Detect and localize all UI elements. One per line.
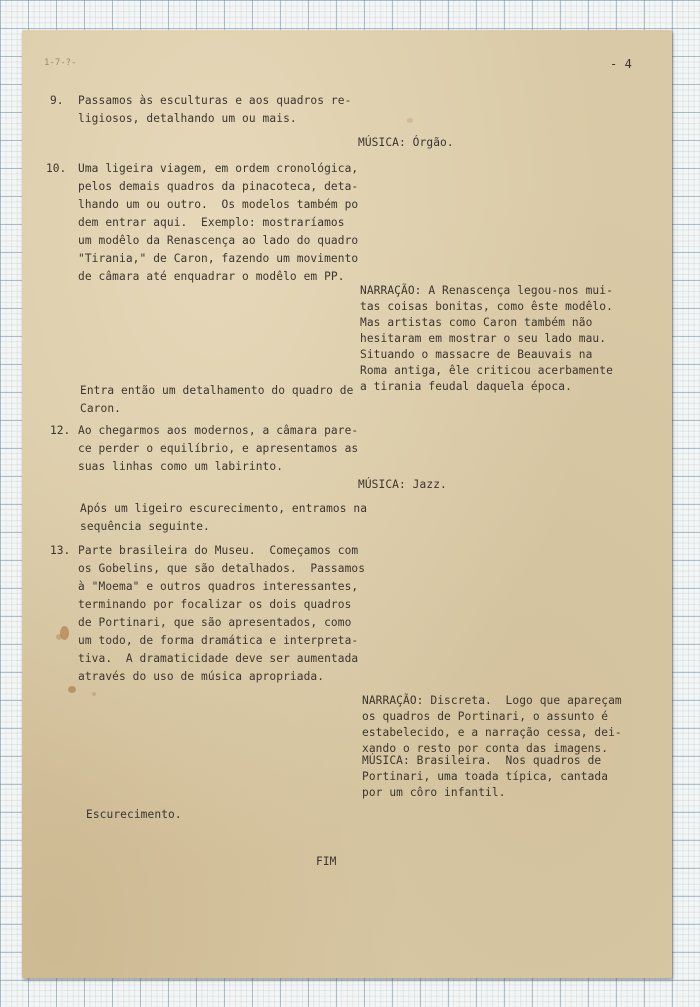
item-10-line-6: "Tirania," de Caron, fazendo um movimento xyxy=(78,252,359,265)
cue-narracao-discreta-1: NARRAÇÃO: Discreta. Logo que apareçam xyxy=(362,694,622,707)
cue-narracao-renascenca-1: NARRAÇÃO: A Renascença legou-nos mui- xyxy=(360,284,613,297)
cue-musica-orgao: MÚSICA: Órgão. xyxy=(358,136,454,149)
item-13-line-7: tiva. A dramaticidade deve ser aumentada xyxy=(78,652,359,665)
note-escurecimento-seq-2: sequência seguinte. xyxy=(80,520,210,533)
cue-musica-brasileira-3: por um côro infantil. xyxy=(362,786,506,799)
item-10-line-4: dem entrar aqui. Exemplo: mostraríamos xyxy=(78,216,345,229)
page-number: - 4 xyxy=(610,57,632,71)
item-10-line-1: Uma ligeira viagem, em ordem cronológica, xyxy=(78,162,359,175)
cue-musica-brasileira-2: Portinari, uma toada típica, cantada xyxy=(362,770,609,783)
cue-musica-jazz: MÚSICA: Jazz. xyxy=(358,478,447,491)
note-escurecimento: Escurecimento. xyxy=(86,808,182,821)
note-caron-detail-2: Caron. xyxy=(80,402,122,415)
cue-narracao-renascenca-7: a tirania feudal daquela época. xyxy=(360,380,572,393)
cue-narracao-renascenca-2: tas coisas bonitas, como êste modêlo. xyxy=(360,300,613,313)
cue-narracao-discreta-4: xando o resto por conta das imagens. xyxy=(362,742,609,755)
item-9-line-1: Passamos às esculturas e aos quadros re- xyxy=(78,94,352,107)
item-13-line-1: Parte brasileira do Museu. Começamos com xyxy=(78,544,359,557)
note-fim: FIM xyxy=(316,855,337,868)
item-number-9: 9. xyxy=(50,94,64,107)
item-10-line-3: lhando um ou outro. Os modelos também po xyxy=(78,198,359,211)
item-12-line-3: suas linhas como um labirinto. xyxy=(78,460,284,473)
stain-mark xyxy=(68,686,76,693)
item-13-line-2: os Gobelins, que são detalhados. Passamos xyxy=(78,562,366,575)
item-13-line-3: à "Moema" e outros quadros interessantes, xyxy=(78,580,359,593)
cue-narracao-discreta-2: os quadros de Portinari, o assunto é xyxy=(362,710,609,723)
item-12-line-1: Ao chegarmos aos modernos, a câmara pare- xyxy=(78,424,359,437)
item-13-line-5: de Portinari, que são apresentados, como xyxy=(78,616,352,629)
item-13-line-4: terminando por focalizar os dois quadros xyxy=(78,598,352,611)
item-9-line-2: ligiosos, detalhando um ou mais. xyxy=(78,112,297,125)
item-13-line-8: através do uso de música apropriada. xyxy=(78,670,325,683)
note-escurecimento-seq-1: Após um ligeiro escurecimento, entramos na xyxy=(80,502,368,515)
item-10-line-2: pelos demais quadros da pinacoteca, deta- xyxy=(78,180,359,193)
item-10-line-7: de câmara até enquadrar o modêlo em PP. xyxy=(78,270,345,283)
item-13-line-6: um todo, de forma dramática e interpreta- xyxy=(78,634,359,647)
cue-narracao-renascenca-4: hesitaram em mostrar o seu lado mau. xyxy=(360,332,607,345)
item-12-line-2: ce perder o equilíbrio, e apresentamos as xyxy=(78,442,359,455)
cue-narracao-renascenca-5: Situando o massacre de Beauvais na xyxy=(360,348,593,361)
stain-mark xyxy=(56,634,62,640)
note-caron-detail-1: Entra então um detalhamento do quadro de xyxy=(80,384,354,397)
item-number-13: 13. xyxy=(50,544,71,557)
item-number-10: 10. xyxy=(46,162,67,175)
item-10-line-5: um modêlo da Renascença ao lado do quadro xyxy=(78,234,359,247)
item-number-12: 12. xyxy=(50,424,71,437)
cue-narracao-renascenca-6: Roma antiga, êle criticou acerbamente xyxy=(360,364,613,377)
cue-narracao-renascenca-3: Mas artistas como Caron também não xyxy=(360,316,593,329)
cue-narracao-discreta-3: estabelecido, e a narração cessa, dei- xyxy=(362,726,622,739)
corner-scribble: 1-7-?- xyxy=(44,58,77,68)
cue-musica-brasileira-1: MÚSICA: Brasileira. Nos quadros de xyxy=(362,754,602,767)
stain-mark xyxy=(407,118,413,123)
stain-mark xyxy=(92,692,96,696)
